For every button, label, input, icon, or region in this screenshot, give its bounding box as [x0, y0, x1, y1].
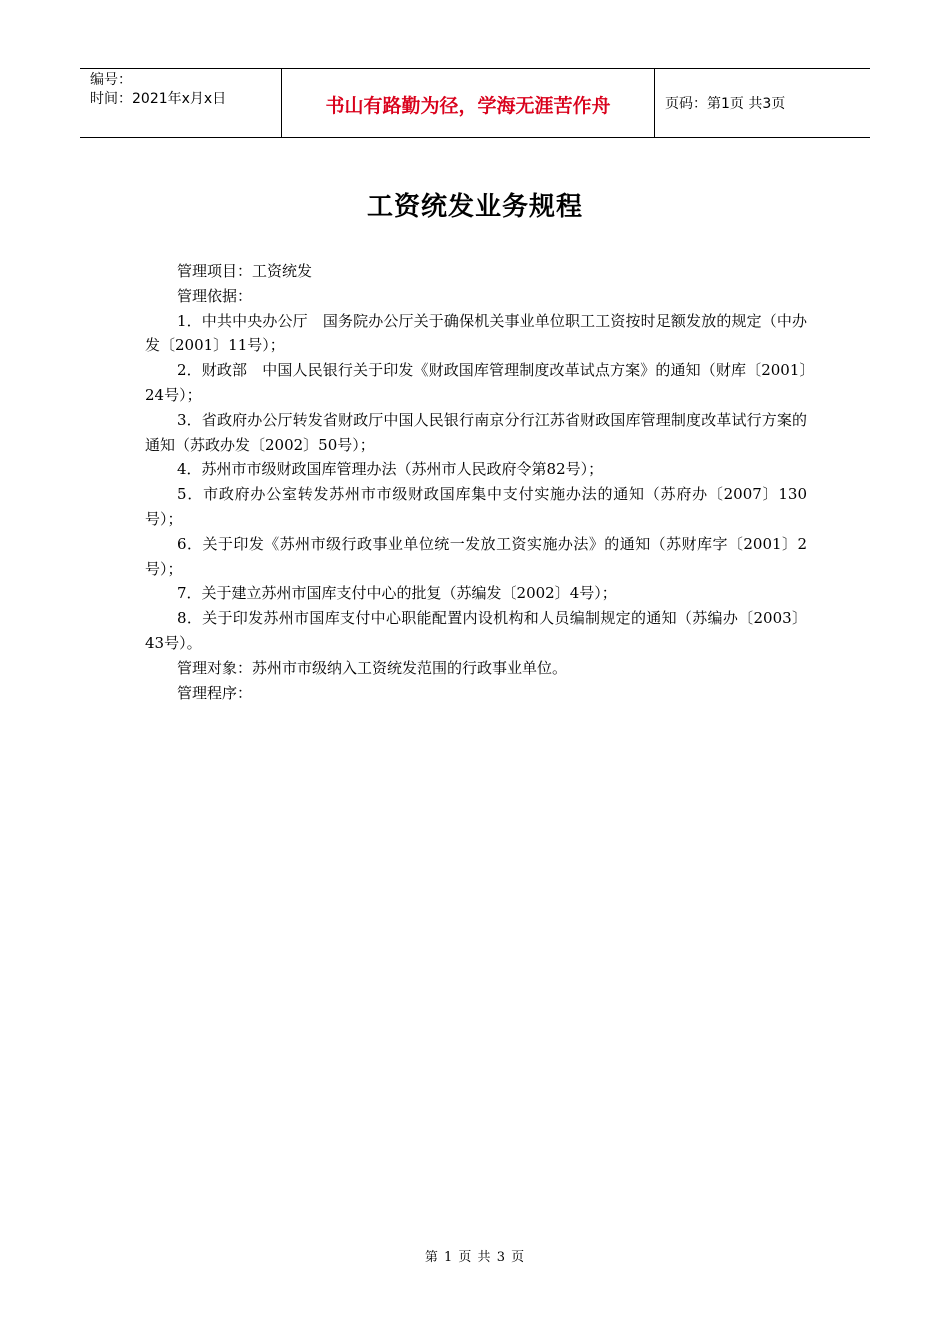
header-motto: 书山有路勤为径，学海无涯苦作舟 [325, 94, 611, 117]
paragraph-basis-6: 6．关于印发《苏州市级行政事业单位统一发放工资实施办法》的通知（苏财库字〔2001〕2号）； [145, 534, 807, 578]
paragraph-management-object: 管理对象：苏州市市级纳入工资统发范围的行政事业单位。 [177, 658, 568, 677]
document-header [80, 68, 870, 138]
header-date-label: 时间：2021年x月x日 [90, 91, 227, 107]
page-footer: 第 1 页 共 3 页 [424, 1250, 526, 1265]
paragraph-management-basis: 管理依据： [177, 286, 253, 305]
paragraph-management-procedure: 管理程序： [177, 683, 253, 702]
paragraph-basis-3: 3．省政府办公厅转发省财政厅中国人民银行南京分行江苏省财政国库管理制度改革试行方案的通知（苏政办发〔2002〕50号）； [145, 410, 807, 454]
paragraph-basis-2: 2．财政部 中国人民银行关于印发《财政国库管理制度改革试点方案》的通知（财库〔2001〕24号）； [145, 361, 807, 404]
header-number-label: 编号： [90, 72, 132, 88]
paragraph-basis-7: 7．关于建立苏州市国库支付中心的批复（苏编发〔2002〕4号）； [177, 584, 617, 603]
document-title: 工资统发业务规程 [366, 192, 583, 222]
paragraph-management-item: 管理项目：工资统发 [177, 262, 313, 280]
header-meta-cell [80, 69, 281, 137]
header-page-cell [655, 69, 870, 137]
paragraph-basis-5: 5．市政府办公室转发苏州市市级财政国库集中支付实施办法的通知（苏府办〔2007〕130号）； [145, 485, 807, 528]
paragraph-basis-8: 8．关于印发苏州市国库支付中心职能配置内设机构和人员编制规定的通知（苏编办〔2003〕43号）。 [145, 609, 807, 652]
paragraph-basis-1: 1．中共中央办公厅 国务院办公厅关于确保机关事业单位职工工资按时足额发放的规定（中办发〔2001〕11号）； [145, 311, 807, 355]
document-body [145, 259, 807, 705]
header-motto-cell [281, 69, 655, 137]
header-page-label: 页码：第1页 共3页 [665, 96, 786, 112]
paragraph-basis-4: 4．苏州市市级财政国库管理办法（苏州市人民政府令第82号）； [177, 460, 604, 479]
